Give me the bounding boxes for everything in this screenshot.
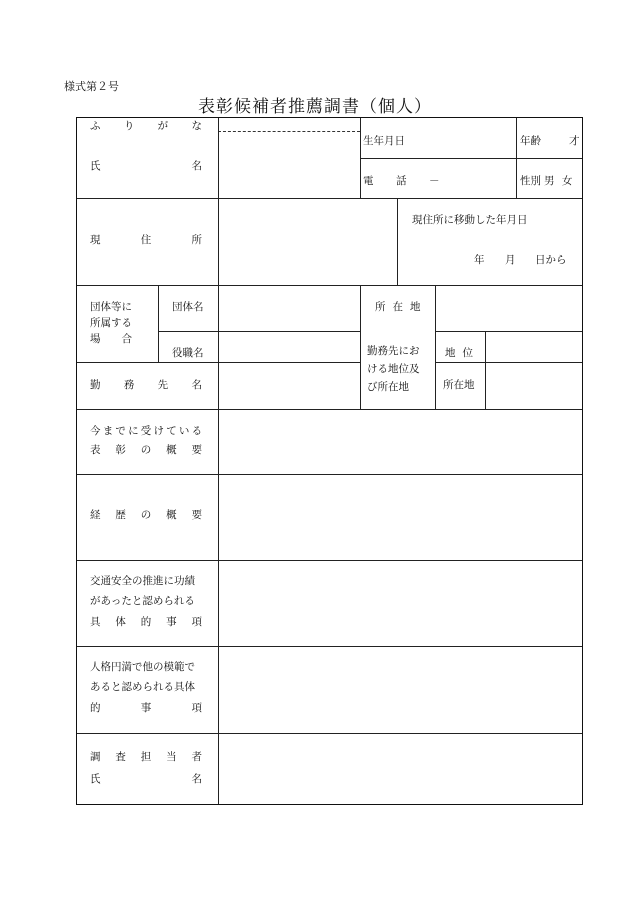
org-affiliation-label: 団体等に 所属する 場 合 [90, 301, 132, 345]
date-year: 年 [474, 254, 485, 266]
phone-dash: － [429, 175, 440, 187]
form-number: 様式第２号 [64, 80, 119, 93]
org-location-label: 所在地 [375, 301, 428, 313]
safety-label-line3: 具 体 的 事 項 [90, 616, 202, 628]
date-month: 月 [505, 254, 516, 266]
position-label: 地位 [445, 347, 480, 359]
age-label: 年齢 [520, 135, 541, 147]
phone-label: 電 話 [363, 175, 413, 187]
furigana-label: ふ り が な [90, 120, 202, 132]
model-label-line3: 的 事 項 [90, 702, 202, 714]
address-label: 現 住 所 [90, 234, 202, 246]
workplace-label: 勤 務 先 名 [90, 379, 202, 391]
page-title: 表彰候補者推薦調書（個人） [198, 97, 432, 117]
work-location-label: 所在地 [443, 379, 475, 391]
career-label: 経 歴 の 概 要 [90, 509, 202, 521]
gender-label: 性別 [520, 175, 541, 187]
model-label-line2: あると認められる具体 [90, 681, 195, 693]
work-position-label: 勤務先にお ける地位及 び所在地 [367, 345, 420, 393]
safety-label-line2: があったと認められる [90, 595, 195, 607]
moved-date-label: 現住所に移動した年月日 [412, 214, 528, 226]
date-from: 日から [535, 254, 567, 266]
age-unit: 才 [569, 135, 580, 147]
awards-label-line1: 今までに受けている [90, 425, 205, 437]
model-label-line1: 人格円満で他の模範で [90, 661, 195, 673]
org-name-label: 団体名 [172, 301, 204, 313]
gender-options: 男 女 [544, 175, 573, 187]
name-label: 氏 名 [90, 160, 202, 172]
safety-label-line1: 交通安全の推進に功績 [90, 575, 195, 587]
form-table [76, 117, 583, 805]
awards-label-line2: 表 彰 の 概 要 [90, 444, 202, 456]
birthdate-label: 生年月日 [363, 135, 405, 147]
role-name-label: 役職名 [172, 347, 204, 359]
investigator-name-label: 氏 名 [90, 773, 202, 785]
investigator-label: 調 査 担 当 者 [90, 751, 202, 763]
